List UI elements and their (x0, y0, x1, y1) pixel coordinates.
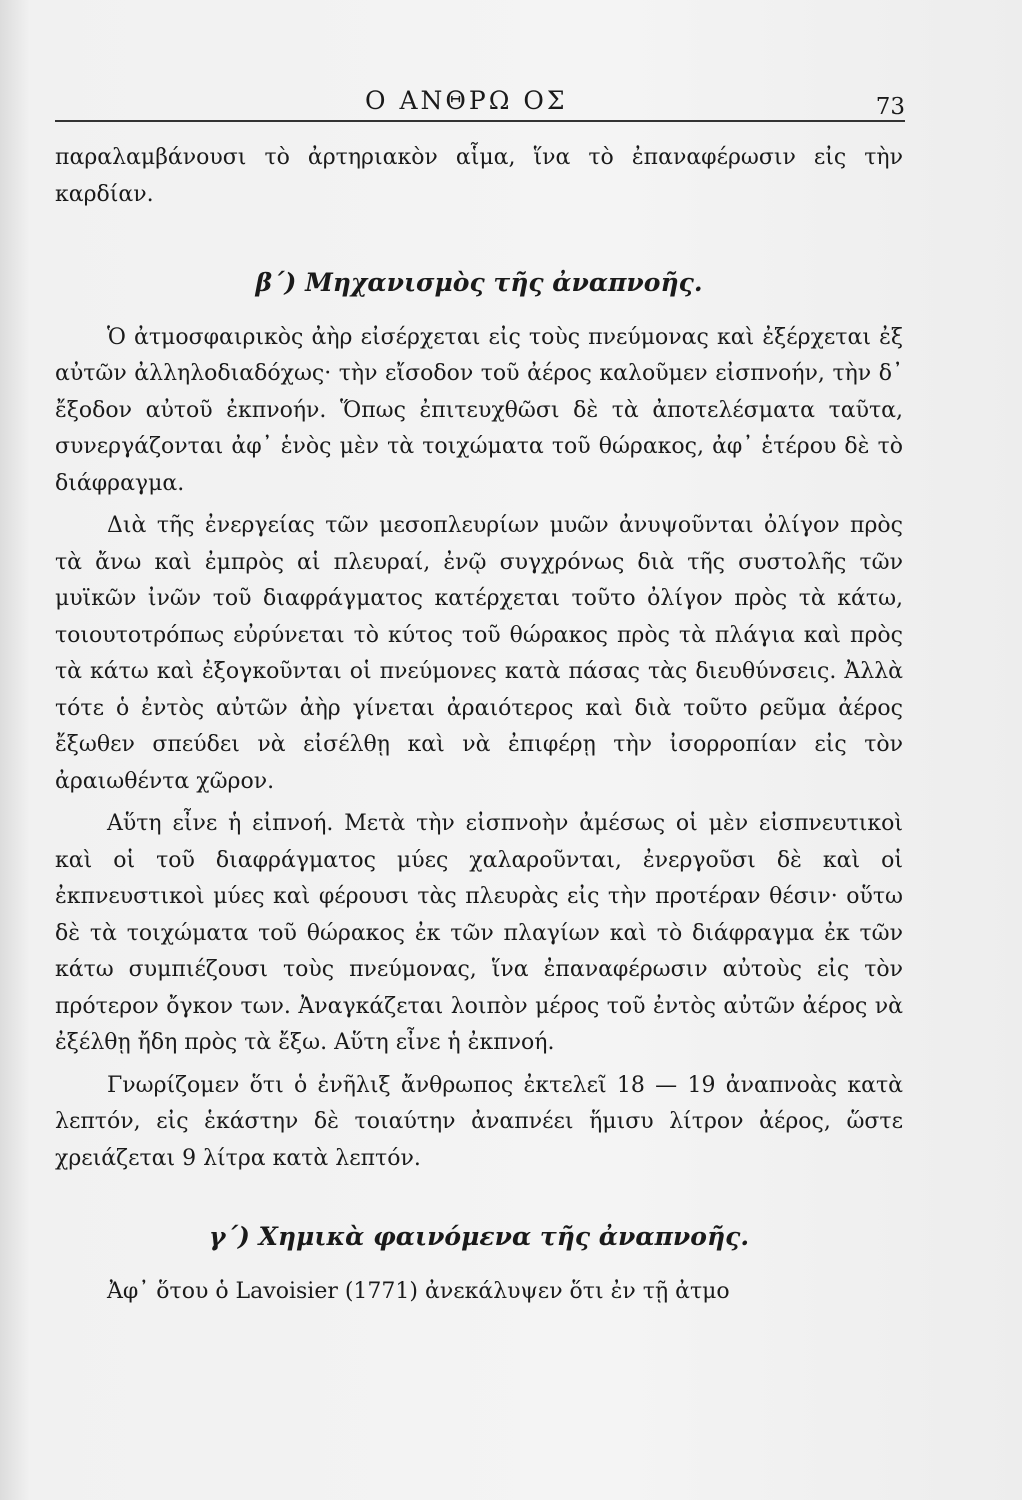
paragraph-lavoisier: Ἀφ᾽ ὅτου ὁ Lavoisier (1771) ἀνεκάλυψεν ὅτι ἐν τῇ ἀτμο (107, 1278, 730, 1304)
paragraph-respiration-intro: Ὁ ἀτμοσφαιρικὸς ἀὴρ εἰσέρχεται εἰς τοὺς πνεύμονας καὶ ἐξέρχεται ἐξ αὐτῶν ἀλληλοδιαδόχως· τὴν εἴσοδον τοῦ ἀέρος καλοῦμεν εἰσπνοήν, τὴν δ᾽ ἔξοδον αὐτοῦ ἐκπνοήν. Ὅπως ἐπιτευχθῶσι δὲ τὰ ἀποτελέσματα ταῦτα, συνεργάζονται ἀφ᾽ ἑνὸς μὲν τὰ τοιχώματα τοῦ θώρακος, ἀφ᾽ ἑτέρου δὲ τὸ διάφραγμα. (55, 324, 903, 496)
section-heading-b: β΄) Μηχανισμὸς τῆς ἀναπνοῆς. (255, 268, 703, 297)
paragraph-exhalation: Αὕτη εἶνε ἡ εἰπνοή. Μετὰ τὴν εἰσπνοὴν ἀμέσως οἱ μὲν εἰσπνευτικοὶ καὶ οἱ τοῦ διαφράγματος μύες χαλαροῦνται, ἐνεργοῦσι δὲ καὶ οἱ ἐκπνευστικοὶ μύες καὶ φέρουσι τὰς πλευρὰς εἰς τὴν προτέραν θέσιν· οὕτω δὲ τὰ τοιχώματα τοῦ θώρακος ἐκ τῶν πλαγίων καὶ τὸ διάφραγμα ἐκ τῶν κάτω συμπιέζουσι τοὺς πνεύμονας, ἵνα ἐπαναφέρωσιν αὐτοὺς εἰς τὸν πρότερον ὄγκον των. Ἀναγκάζεται λοιπὸν μέρος τοῦ ἐντὸς αὐτῶν ἀέρος νὰ ἐξέλθῃ ἤδη πρὸς τὰ ἔξω. Αὕτη εἶνε ἡ ἐκπνοή. (55, 811, 903, 1055)
section-heading-c: γ΄) Χημικὰ φαινόμενα τῆς ἀναπνοῆς. (208, 1222, 750, 1251)
running-title: Ο ΑΝΘΡΩ ΟΣ (365, 86, 568, 115)
page-number: 73 (875, 94, 905, 120)
page-body (55, 140, 903, 1310)
running-head (55, 86, 905, 120)
header-rule (55, 120, 905, 122)
paragraph-inhalation-mechanism: Διὰ τῆς ἐνεργείας τῶν μεσοπλευρίων μυῶν ἀνυψοῦνται ὀλίγον πρὸς τὰ ἄνω καὶ ἐμπρὸς αἱ πλευραί, ἐνῷ συγχρόνως διὰ τῆς συστολῆς τῶν μυϊκῶν ἰνῶν τοῦ διαφράγματος κατέρχεται τοῦτο ὀλίγον πρὸς τὰ κάτω, τοιουτοτρόπως εὐρύνεται τὸ κύτος τοῦ θώρακος πρὸς τὰ πλάγια καὶ πρὸς τὰ κάτω καὶ ἐξογκοῦνται οἱ πνεύμονες κατὰ πάσας τὰς διευθύνσεις. Ἀλλὰ τότε ὁ ἐντὸς αὐτῶν ἀὴρ γίνεται ἀραιότερος καὶ διὰ τοῦτο ρεῦμα ἀέρος ἔξωθεν σπεύδει νὰ εἰσέλθῃ καὶ νὰ ἐπιφέρῃ τὴν ἰσορροπίαν εἰς τὸν ἀραιωθέντα χῶρον. (55, 513, 903, 794)
paragraph-continuation: παραλαμβάνουσι τὸ ἀρτηριακὸν αἷμα, ἵνα τὸ ἐπαναφέρωσιν εἰς τὴν καρδίαν. (55, 145, 903, 207)
paragraph-breath-rate: Γνωρίζομεν ὅτι ὁ ἐνῆλιξ ἄνθρωπος ἐκτελεῖ 18 — 19 ἀναπνοὰς κατὰ λεπτόν, εἰς ἑκάστην δὲ τοιαύτην ἀναπνέει ἥμισυ λίτρον ἀέρος, ὥστε χρειάζεται 9 λίτρα κατὰ λεπτόν. (55, 1072, 903, 1171)
